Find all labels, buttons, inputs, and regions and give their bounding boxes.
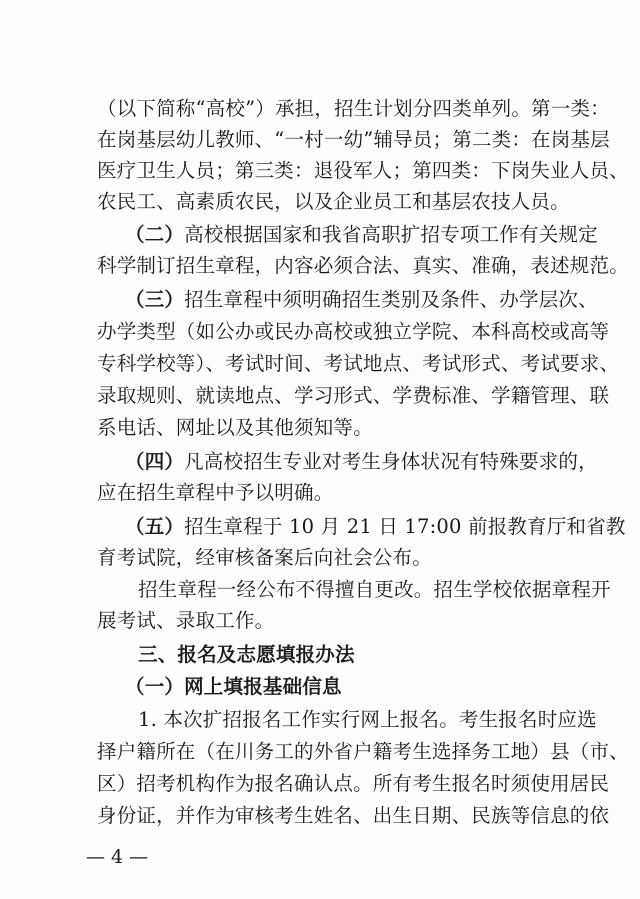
paragraph-1-line-2: 在岗基层幼儿教师、“一村一幼”辅导员；第二类：在岗基层 — [97, 128, 610, 151]
paragraph-6-line-1: 招生章程一经公布不得擅自更改。招生学校依据章程开 — [138, 578, 611, 601]
item-3-line-2: 办学类型（如公办或民办高校或独立学院、本科高校或高等 — [97, 320, 610, 343]
item-2-label: （二） — [125, 223, 185, 246]
item-4-line-2: 应在招生章程中予以明确。 — [97, 481, 334, 504]
subsection-1-heading: （一）网上填报基础信息 — [125, 675, 342, 698]
item-5-text-1: 招生章程于 10 月 21 日 17:00 前报教育厅和省教 — [184, 515, 626, 538]
paragraph-1-line-1: （以下简称“高校”）承担，招生计划分四类单列。第一类： — [97, 97, 610, 120]
page-number: — 4 — — [86, 846, 149, 868]
paragraph-7-line-3: 区）招考机构作为报名确认点。所有考生报名时须使用居民 — [97, 772, 610, 795]
section-3-heading: 三、报名及志愿填报办法 — [138, 643, 355, 666]
item-3-line-5: 系电话、网址以及其他须知等。 — [97, 416, 373, 439]
paragraph-1-line-3: 医疗卫生人员；第三类：退役军人；第四类：下岗失业人员、 — [97, 159, 629, 182]
item-3-label: （三） — [125, 288, 185, 311]
paragraph-7-line-2: 择户籍所在（在川务工的外省户籍考生选择务工地）县（市、 — [97, 740, 629, 763]
item-5-label: （五） — [125, 515, 185, 538]
item-4-text-1: 凡高校招生专业对考生身体状况有特殊要求的， — [184, 450, 598, 473]
paragraph-6-line-2: 展考试、录取工作。 — [97, 609, 275, 632]
item-2-text-1: 高校根据国家和我省高职扩招专项工作有关规定 — [184, 223, 598, 246]
item-5-line-1 — [125, 515, 626, 539]
item-2-line-1 — [125, 223, 598, 247]
item-4-label: （四） — [125, 450, 185, 473]
item-3-line-3: 专科学校等）、考试时间、考试地点、考试形式、考试要求、 — [97, 352, 620, 375]
paragraph-7-line-1: 1. 本次扩招报名工作实行网上报名。考生报名时应选 — [138, 708, 597, 731]
item-4-line-1 — [125, 450, 598, 474]
item-3-line-4: 录取规则、就读地点、学习形式、学费标准、学籍管理、联 — [97, 384, 610, 407]
item-3-line-1 — [125, 288, 598, 312]
item-2-line-2: 科学制订招生章程，内容必须合法、真实、准确，表述规范。 — [97, 254, 629, 277]
paragraph-7-line-4: 身份证，并作为审核考生姓名、出生日期、民族等信息的依 — [97, 804, 610, 827]
item-3-text-1: 招生章程中须明确招生类别及条件、办学层次、 — [184, 288, 598, 311]
paragraph-1-line-4: 农民工、高素质农民，以及企业员工和基层农技人员。 — [97, 190, 570, 213]
item-5-line-2: 育考试院，经审核备案后向社会公布。 — [97, 546, 432, 569]
